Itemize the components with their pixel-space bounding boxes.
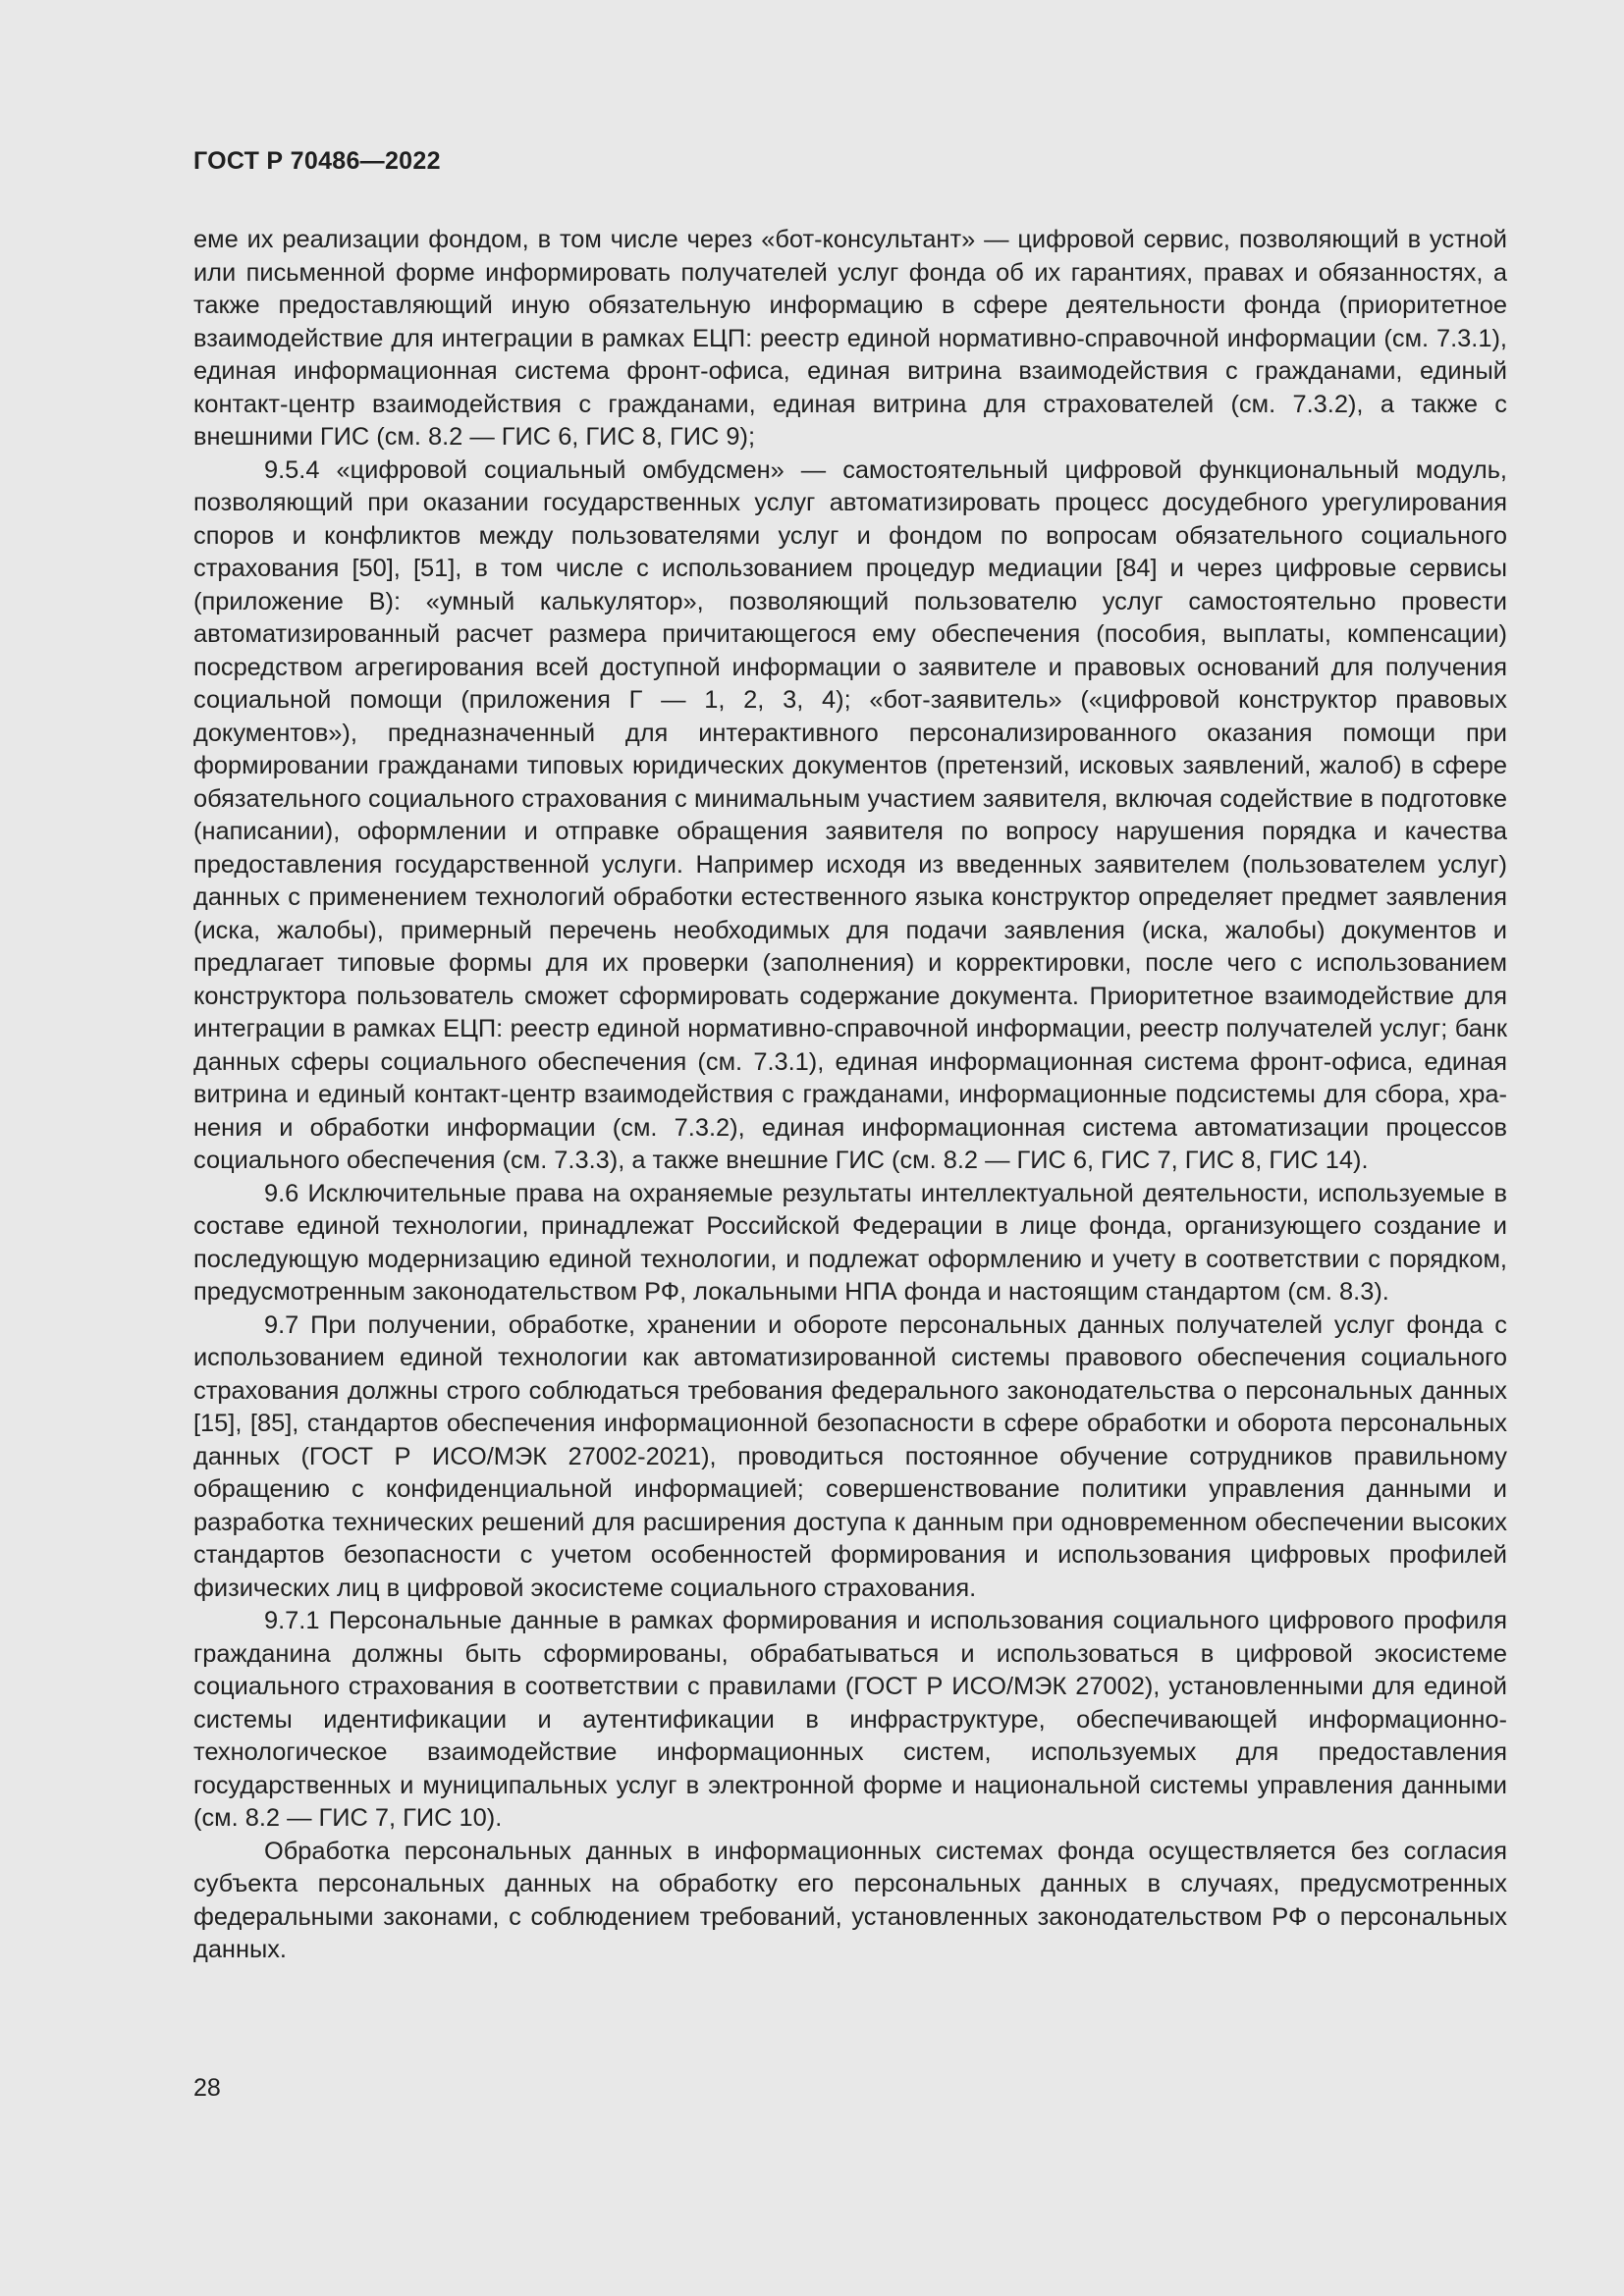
paragraph-9-5-4: 9.5.4 «цифровой социальный омбудсмен» — самостоятельный цифровой функциональный модуль, позволяющий при оказании государственных услуг автоматизировать процесс досудебного урегулирования споров и конфликтов между пользователями услуг и фондом по вопросам обязательного социального страхования [50], [51], в том числе с использованием процедур медиации [84] и через цифровые сервисы (приложение В): «умный калькулятор», позволяющий пользователю услуг самостоятельно провести автоматизированный расчет размера причитающегося ему обеспечения (пособия, выплаты, компенсации) посредством агрегирования всей доступной информации о заявителе и правовых оснований для получения социальной помощи (приложения Г — 1, 2, 3, 4); «бот-заявитель» («цифровой конструктор правовых документов»), предназначенный для интерактивного персонализированного оказания помощи при формировании гражданами типовых юридических документов (претензий, исковых заявлений, жалоб) в сфере обязательного социального страхования с минимальным участием заявителя, включая содействие в подготовке (написании), оформлении и отправке обращения заявителя по вопросу нарушения порядка и качества предоставления государственной услуги. Например исходя из введенных заявителем (пользователем услуг) данных с применением технологий обработки естественного языка конструктор определяет предмет заявления (иска, жалобы), примерный перечень необходимых для подачи заявления (иска, жалобы) документов и предлагает типовые формы для их проверки (заполнения) и корректировки, после чего с использованием конструктора пользователь сможет сформировать содержание документа. Приоритетное взаимодействие для интеграции в рамках ЕЦП: реестр единой нормативно-справочной информации, реестр получателей услуг; банк данных сферы социального обеспечения (см. 7.3.1), единая информационная система фронт-офиса, единая витрина и единый контакт-центр взаимодействия с гражданами, информационные подсистемы для сбора, хранения и обработки информации (см. 7.3.2), единая информационная система автоматизации процессов социального обеспечения (см. 7.3.3), а также внешние ГИС (см. 8.2 — ГИС 6, ГИС 7, ГИС 8, ГИС 14). bbox=[193, 455, 1507, 1174]
paragraph-9-7-1: 9.7.1 Персональные данные в рамках формирования и использования социального цифрового профиля гражданина должны быть сформированы, обрабатываться и использоваться в цифровой экосистеме социального страхования в соответствии с правилами (ГОСТ Р ИСО/МЭК 27002), установленными для единой системы идентификации и аутентификации в инфраструктуре, обеспечивающей информационно-технологическое взаимодействие информационных систем, используемых для предоставления государственных и муниципальных услуг в электронной форме и национальной системы управления данными (см. 8.2 — ГИС 7, ГИС 10). bbox=[193, 1607, 1507, 1832]
paragraph-9-6: 9.6 Исключительные права на охраняемые результаты интеллектуальной деятельности, используемые в составе единой технологии, принадлежат Российской Федерации в лице фонда, организующего создание и последующую модернизацию единой технологии, и подлежат оформлению и учету в соответствии с порядком, предусмотренным законодательством РФ, локальными НПА фонда и настоящим стандартом (см. 8.3). bbox=[193, 1179, 1507, 1306]
paragraph-9-7: 9.7 При получении, обработке, хранении и обороте персональных данных получателей услуг фонда с использованием единой технологии как автоматизированной системы правового обеспечения социального страхования должны строго соблюдаться требования федерального законодательства о персональных данных [15], [85], стандартов обеспечения информационной безопасности в сфере обработки и оборота персональных данных (ГОСТ Р ИСО/МЭК 27002-2021), проводиться постоянное обучение сотрудников правильному обращению с конфиденциальной информацией; совершенствование политики управления данными и разработка технических решений для расширения доступа к данным при одновременном обеспечении высоких стандартов безопасности с учетом особенностей формирования и использования цифровых профилей физических лиц в цифровой экосистеме социального страхования. bbox=[193, 1310, 1507, 1602]
page-number: 28 bbox=[193, 2074, 221, 2102]
paragraph-continuation: еме их реализации фондом, в том числе через «бот-консультант» — цифровой сервис, позволяющий в устной или письменной форме информировать получателей услуг фонда об их гарантиях, правах и обязанностях, а также предоставляющий иную обязательную информацию в сфере деятельности фонда (приоритетное взаимодействие для интеграции в рамках ЕЦП: реестр единой нормативно-справочной информации (см. 7.3.1), единая информационная система фронт-офиса, единая витрина взаимодействия с гражданами, единый контакт-центр взаимодействия с гражданами, единая витрина для страхователей (см. 7.3.2), а также с внешними ГИС (см. 8.2 — ГИС 6, ГИС 8, ГИС 9); bbox=[193, 226, 1507, 451]
paragraph-personal-data-processing: Обработка персональных данных в информационных системах фонда осуществляется без согласия субъекта персональных данных на обработку его персональных данных в случаях, предусмотренных федеральными законами, с соблюдением требований, установленных законодательством РФ о персональных данных. bbox=[193, 1837, 1507, 1963]
document-body bbox=[193, 224, 1507, 1967]
document-header: ГОСТ Р 70486—2022 bbox=[193, 147, 441, 175]
